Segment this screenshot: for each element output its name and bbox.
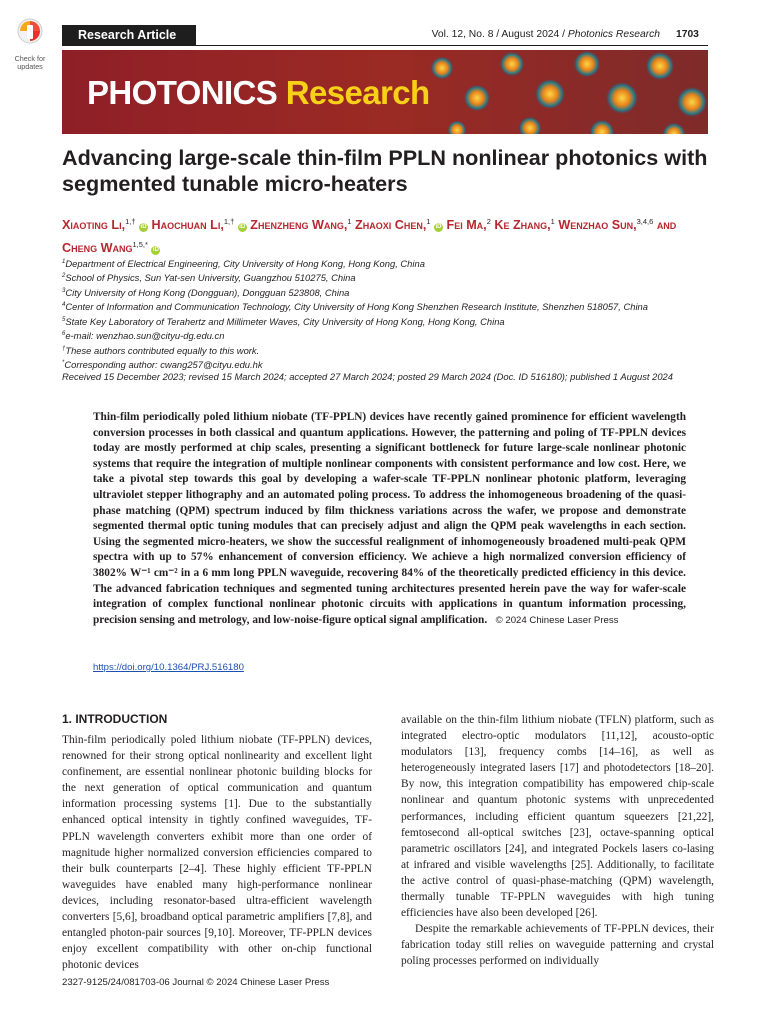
orcid-icon[interactable]: iD: [152, 247, 159, 254]
journal-logo: [87, 74, 430, 112]
affiliation-line: [62, 270, 722, 284]
affiliation-text: Department of Electrical Engineering, City University of Hong Kong, Hong Kong, China: [65, 258, 425, 270]
affiliation-marker: †: [62, 345, 66, 352]
journal-banner: [62, 50, 708, 134]
affiliation-line: [62, 256, 722, 270]
affiliation-text: Center of Information and Communication Technology, City University of Hong Kong Shenzhen Research Institute, Shenzhen 518057, China: [65, 301, 648, 313]
abstract-copyright: © 2024 Chinese Laser Press: [495, 614, 619, 626]
author-affiliation-marker: 2: [486, 217, 491, 226]
affiliation-marker: 6: [62, 331, 66, 338]
orcid-icon[interactable]: iD: [239, 224, 246, 231]
journal-name: Photonics Research: [567, 29, 660, 40]
article-type-label: Research Article: [62, 25, 196, 46]
author-name[interactable]: Fei Ma,: [446, 218, 487, 233]
author-name[interactable]: Zhaoxi Chen,: [355, 218, 427, 233]
affiliation-marker: 5: [62, 316, 66, 323]
author-name[interactable]: Cheng Wang: [62, 241, 133, 256]
logo-word-photonics: PHOTONICS: [87, 74, 278, 111]
orcid-icon[interactable]: iD: [140, 224, 147, 231]
affiliation-marker: 4: [62, 302, 66, 309]
author-and: and: [656, 218, 677, 233]
affiliation-marker: 1: [62, 259, 66, 265]
affiliation-text: These authors contributed equally to this work.: [65, 344, 260, 356]
journal-meta: [432, 29, 660, 40]
affiliation-marker: 2: [62, 273, 66, 280]
article-title: Advancing large-scale thin-film PPLN nonlinear photonics with segmented tunable micro-heaters: [62, 145, 708, 196]
affiliation-text: City University of Hong Kong (Dongguan), Dongguan 523808, China: [65, 286, 350, 298]
affiliation-line: [62, 328, 722, 342]
author-affiliation-marker: 1: [550, 217, 555, 226]
check-for-updates-label: [8, 55, 52, 71]
author-name[interactable]: Haochuan Li,: [151, 218, 224, 233]
publication-dates: Received 15 December 2023; revised 15 March 2024; accepted 27 March 2024; posted 29 March 2024 (Doc. ID 516180); published 1 August 2024: [62, 371, 673, 382]
intro-left-column: [62, 732, 372, 973]
affiliation-line: [62, 285, 722, 299]
page-number: 1703: [676, 29, 699, 40]
check-for-updates-badge[interactable]: [8, 18, 52, 71]
author-list: [62, 212, 708, 258]
author-name[interactable]: Zhenzheng Wang,: [250, 218, 348, 233]
affiliation-text: School of Physics, Sun Yat-sen University, Guangzhou 510275, China: [65, 272, 356, 284]
abstract: [93, 410, 686, 628]
badge-label-line1: Check for: [14, 54, 46, 63]
affiliation-text: e-mail: wenzhao.sun@cityu-dg.edu.cn: [65, 330, 225, 342]
header-rule: [62, 45, 708, 46]
author-name[interactable]: Ke Zhang,: [494, 218, 551, 233]
section-heading: 1. INTRODUCTION: [62, 712, 168, 726]
check-for-updates-icon: [17, 18, 43, 48]
author-affiliation-marker: 1,†: [223, 217, 235, 226]
author-affiliation-marker: 1: [347, 217, 352, 226]
journal-volume-info: Vol. 12, No. 8 / August 2024 /: [431, 29, 568, 40]
logo-word-research: Research: [285, 74, 430, 111]
author-affiliation-marker: 1,†: [125, 217, 136, 226]
affiliation-text: Corresponding author: cwang257@cityu.edu.hk: [64, 359, 263, 371]
author-affiliation-marker: 1,5,*: [132, 240, 148, 250]
author-affiliation-marker: 3,4,6: [636, 217, 654, 226]
badge-label-line2: updates: [17, 62, 43, 71]
affiliations: [62, 256, 722, 371]
affiliation-text: State Key Laboratory of Terahertz and Millimeter Waves, City University of Hong Kong, Hong Kong, China: [65, 315, 505, 327]
footer-journal-info: 2327-9125/24/081703-06 Journal © 2024 Chinese Laser Press: [62, 977, 330, 988]
intro-right-column: [401, 712, 714, 970]
author-name[interactable]: Xiaoting Li,: [62, 218, 126, 233]
affiliation-line: [62, 357, 722, 371]
affiliation-line: [62, 299, 722, 313]
author-affiliation-marker: 1: [426, 217, 431, 226]
abstract-text: Thin-film periodically poled lithium niobate (TF-PPLN) devices have recently gained prominence for efficient wavelength conversion processes in both classical and quantum applications. However, the patterning and poling of TF-PPLN devices today are mostly performed at chip scales, presenting a significant bottleneck for future large-scale nonlinear photonic systems that require the integration of multiple nonlinear components with consistent performance and low cost. Here, we take a pivotal step towards this goal by developing a wafer-scale TF-PPLN nonlinear photonic platform, leveraging ultraviolet stepper lithography and an automated poling process. To address the inhomogeneous broadening of the quasi-phase matching (QPM) spectrum induced by film thickness variations across the wafer, we propose and demonstrate segmented thermal optic tuning modules that can precisely adjust and align the QPM peak wavelengths in each section. Using the segmented micro-heaters, we show the successful realignment of inhomogeneously broadened multi-peak QPM spectra with up to 57% enhancement of conversion efficiency. We achieve a high normalized conversion efficiency of 3802% W⁻¹ cm⁻² in a 6 mm long PPLN waveguide, recovering 84% of the theoretically predicted efficiency in this device. The advanced fabrication techniques and segmented tuning architectures presented herein pave the way for wafer-scale integration of complex functional nonlinear photonic circuits with applications in quantum information processing, precision sensing and metrology, and low-noise-figure optical signal amplification.: [93, 411, 686, 626]
intro-paragraph-2: Despite the remarkable achievements of TF-PPLN devices, their fabrication today still relies on waveguide patterning and crystal poling processes performed on individually: [401, 923, 714, 968]
author-name[interactable]: Wenzhao Sun,: [558, 218, 637, 233]
intro-paragraph-1-cont: available on the thin-film lithium niobate (TFLN) platform, such as integrated electro-optic modulators [11,12], acousto-optic modulators [13], frequency combs [14–16], as well as heterogeneously integrated lasers [17] and photodetectors [18–20]. By now, this integration compatibility has empowered chip-scale nonlinear and quantum photonic systems with unprecedented performances, including efficient quantum squeezers [21,22], femtosecond all-optical switches [23], octave-spanning optical parametric oscillators [24], and integrated Pockels lasers co-lasing at infrared and visible wavelengths [25]. Additionally, to facilitate the active control of quasi-phase-matching (QPM) wavelength, thermally tunable TF-PPLN waveguides with high tuning efficiencies have also been developed [26].: [401, 714, 714, 920]
affiliation-marker: *: [62, 359, 65, 366]
affiliation-line: [62, 314, 722, 328]
affiliation-line: [62, 343, 722, 357]
doi-link[interactable]: https://doi.org/10.1364/PRJ.516180: [93, 662, 244, 673]
affiliation-marker: 3: [62, 287, 66, 294]
intro-paragraph-1: Thin-film periodically poled lithium niobate (TF-PPLN) devices, renowned for their strong optical nonlinearity and excellent light confinement, are essential nonlinear photonic building blocks for the next generation of optical communication and quantum information processing systems [1]. Due to the substantially enhanced optical intensity in tightly confined waveguides, TF-PPLN wavelength converters exhibit more than one order of magnitude higher normalized conversion efficiencies compared to their bulk counterparts [2–4]. These highly efficient TF-PPLN waveguides have enabled many high-performance nonlinear devices, including resonator-based ultra-efficient wavelength converters [5,6], broadband optical parametric amplifiers [7,8], and entangled photon-pair sources [9,10]. Moreover, TF-PPLN devices enjoy excellent compatibility with other on-chip functional photonic devices: [62, 734, 372, 972]
orcid-icon[interactable]: iD: [435, 224, 442, 231]
